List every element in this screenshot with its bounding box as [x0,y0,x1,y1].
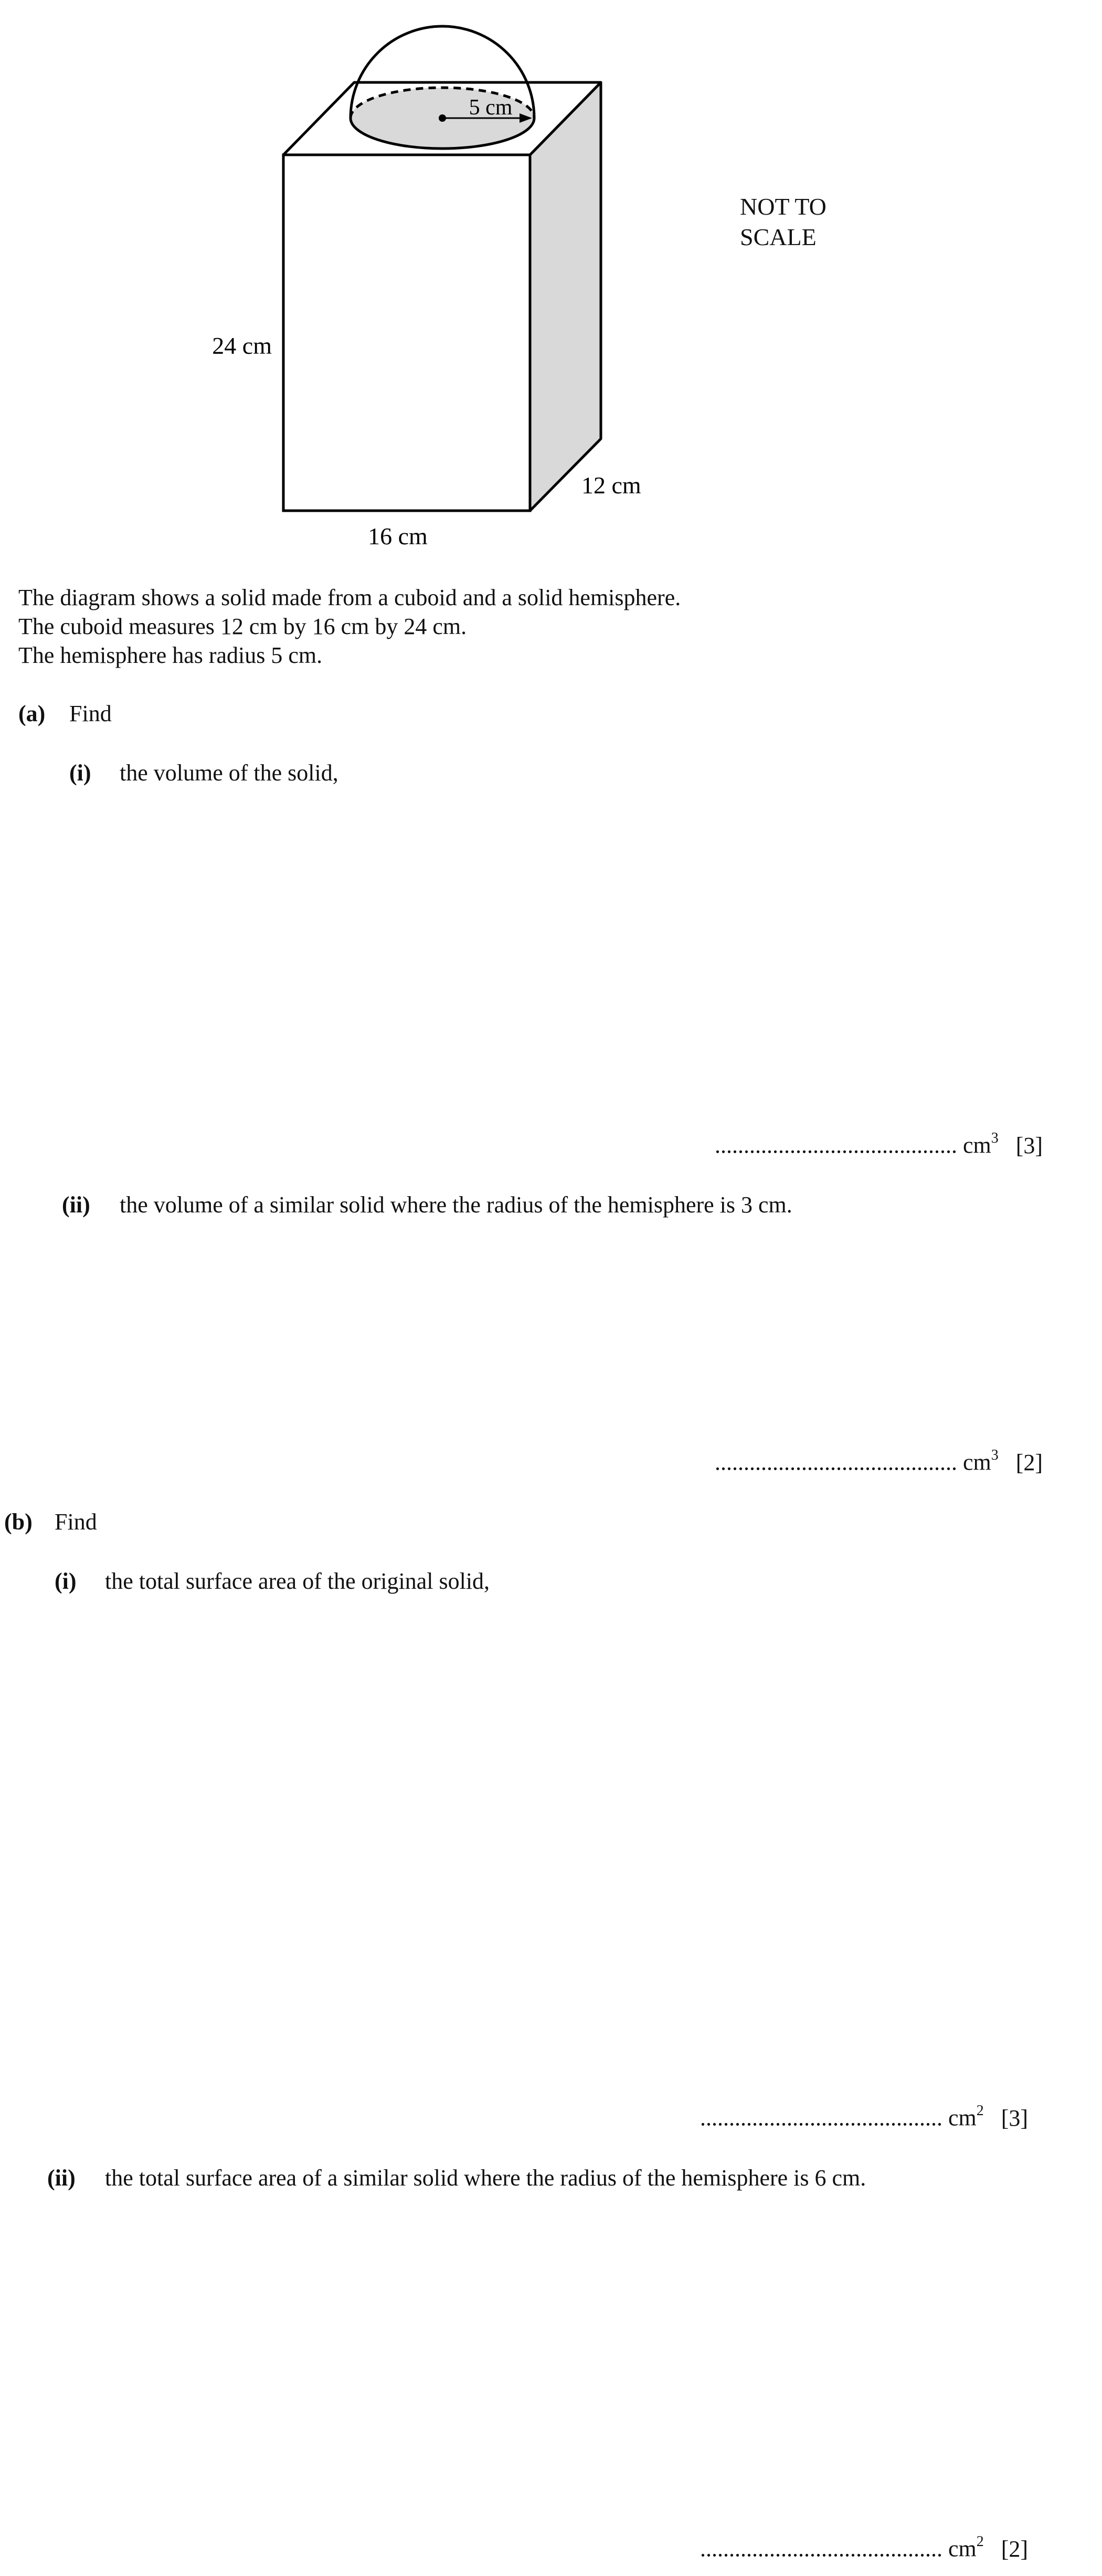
depth-label: 12 cm [581,472,641,499]
part-a-label: (a) [18,701,46,726]
part-a-ii-question: the volume of a similar solid where the radius of the hemisphere is 3 cm. [120,1192,792,1218]
part-b-i-unit-power: 2 [976,2103,984,2119]
part-a-i-question: the volume of the solid, [120,760,338,786]
part-b-ii-label: (ii) [47,2165,76,2191]
part-b-ii-marks: [2] [1001,2536,1029,2562]
part-b-i-answer-line [700,2104,1028,2132]
part-a-i-unit-power: 3 [991,1130,999,1146]
part-a-i-answer-dots[interactable]: .......................................... [715,1132,957,1158]
intro-line-1: The diagram shows a solid made from a cuboid and a solid hemisphere. [18,585,681,610]
intro-line-3: The hemisphere has radius 5 cm. [18,642,323,668]
not-to-scale-note [740,192,826,252]
height-label: 24 cm [212,332,272,359]
part-a-i-answer-line [715,1132,1043,1159]
solid-diagram [0,0,682,567]
width-label: 16 cm [368,523,428,550]
part-b-label: (b) [4,1509,33,1535]
part-b-ii-unit-power: 2 [976,2533,984,2550]
not-to-scale-line2: SCALE [740,224,817,250]
part-a-ii-answer-line [715,1449,1043,1476]
part-a-i-label: (i) [69,760,91,786]
part-b-ii-answer-row [700,2535,1028,2563]
part-b-ii-unit: cm [948,2536,977,2562]
radius-label: 5 cm [469,96,513,120]
part-b-i-unit: cm [948,2105,977,2131]
intro-line-2: The cuboid measures 12 cm by 16 cm by 24 cm. [18,614,467,639]
cuboid-front-face [283,155,530,511]
part-a-ii-unit: cm [963,1449,991,1475]
hemisphere-centre [439,114,446,122]
part-a-ii-label: (ii) [62,1192,90,1218]
part-a-ii-unit-power: 3 [991,1447,999,1463]
part-a-i-unit: cm [963,1132,991,1158]
part-a-ii-marks: [2] [1015,1449,1043,1475]
part-b-i-label: (i) [55,1568,77,1594]
part-a-i-marks: [3] [1015,1132,1043,1158]
not-to-scale-line1: NOT TO [740,193,826,220]
part-a-heading: Find [69,701,112,726]
part-b-i-answer-dots[interactable]: .......................................... [700,2105,942,2131]
cuboid-side-face [530,82,601,511]
part-b-i-question: the total surface area of the original solid, [105,1568,490,1594]
part-b-heading: Find [55,1509,97,1535]
part-a-ii-answer-dots[interactable]: .......................................... [715,1449,957,1475]
part-b-ii-answer-dots[interactable]: .......................................... [700,2536,942,2562]
part-b-i-marks: [3] [1001,2105,1029,2131]
part-b-ii-question: the total surface area of a similar solid where the radius of the hemisphere is 6 cm. [105,2165,866,2191]
